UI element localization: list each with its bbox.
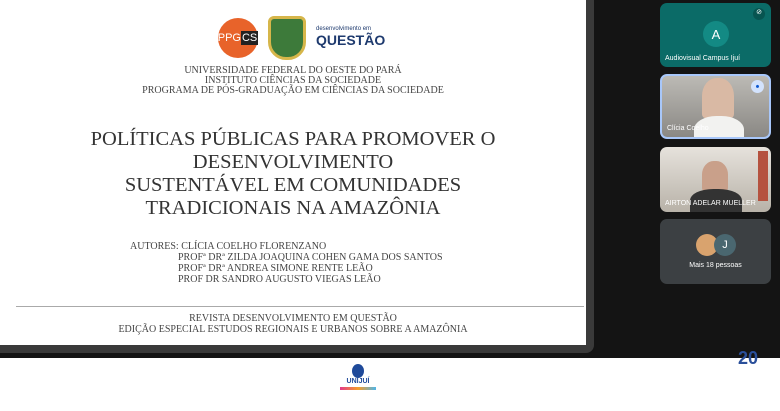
- participant-video: [702, 161, 728, 191]
- logos: [218, 16, 385, 60]
- author: PROFª DRª ANDREA SIMONE RENTE LEÃO: [178, 263, 373, 274]
- title-line: POLÍTICAS PÚBLICAS PARA PROMOVER O: [90, 128, 496, 150]
- author: AUTORES: CLÍCIA COELHO FLORENZANO: [130, 241, 327, 252]
- title-line: TRADICIONAIS NA AMAZÔNIA: [145, 197, 441, 219]
- participant-name: Clícia Coelho: [667, 125, 709, 132]
- authors-block: [130, 241, 443, 285]
- ppgcs-logo: PPG CS: [218, 18, 258, 58]
- unijui-text: UNIJUÍ: [346, 378, 370, 385]
- journal-name: REVISTA DESENVOLVIMENTO EM QUESTÃO: [189, 313, 397, 324]
- more-participants-label: Mais 18 pessoas: [689, 262, 742, 269]
- participant-video: [702, 78, 734, 118]
- journal-block: [0, 313, 586, 335]
- institution-block: [0, 66, 586, 96]
- participant-tile[interactable]: [660, 74, 771, 139]
- institute-name: INSTITUTO CIÊNCIAS DA SOCIEDADE: [204, 75, 382, 86]
- footer-banner: [0, 348, 780, 411]
- anniversary-logo: 20: [738, 348, 759, 368]
- participant-tile[interactable]: [660, 3, 771, 67]
- slide-title: [0, 128, 586, 220]
- muted-mic-icon: ⊘: [753, 8, 765, 20]
- participant-tile[interactable]: [660, 147, 771, 212]
- author: PROFª DRª ZILDA JOAQUINA COHEN GAMA DOS SANTOS: [178, 252, 443, 263]
- edition-name: EDIÇÃO ESPECIAL ESTUDOS REGIONAIS E URBANOS SOBRE A AMAZÔNIA: [118, 324, 468, 335]
- avatar: J: [714, 234, 736, 256]
- participant-name: Audiovisual Campus Ijuí: [665, 55, 741, 62]
- title-line: SUSTENTÁVEL EM COMUNIDADES: [124, 174, 462, 196]
- university-name: UNIVERSIDADE FEDERAL DO OESTE DO PARÁ: [184, 65, 402, 76]
- divider: [16, 306, 584, 307]
- avatar: A: [703, 21, 729, 47]
- more-participants-tile[interactable]: [660, 219, 771, 284]
- ufopa-crest-logo: [268, 16, 306, 60]
- desenvolvimento-em-questao-logo: desenvolvimento em QUESTÃO: [316, 26, 386, 48]
- title-line: DESENVOLVIMENTO: [192, 151, 394, 173]
- bookshelf: [758, 151, 768, 201]
- program-name: PROGRAMA DE PÓS-GRADUAÇÃO EM CIÊNCIAS DA SOCIEDADE: [142, 85, 444, 96]
- author: PROF DR SANDRO AUGUSTO VIEGAS LEÃO: [178, 274, 381, 285]
- unijui-logo: [340, 364, 376, 390]
- participant-name: AIRTON ADELAR MUELLER: [665, 200, 756, 207]
- speaking-icon: ⦁: [751, 80, 764, 93]
